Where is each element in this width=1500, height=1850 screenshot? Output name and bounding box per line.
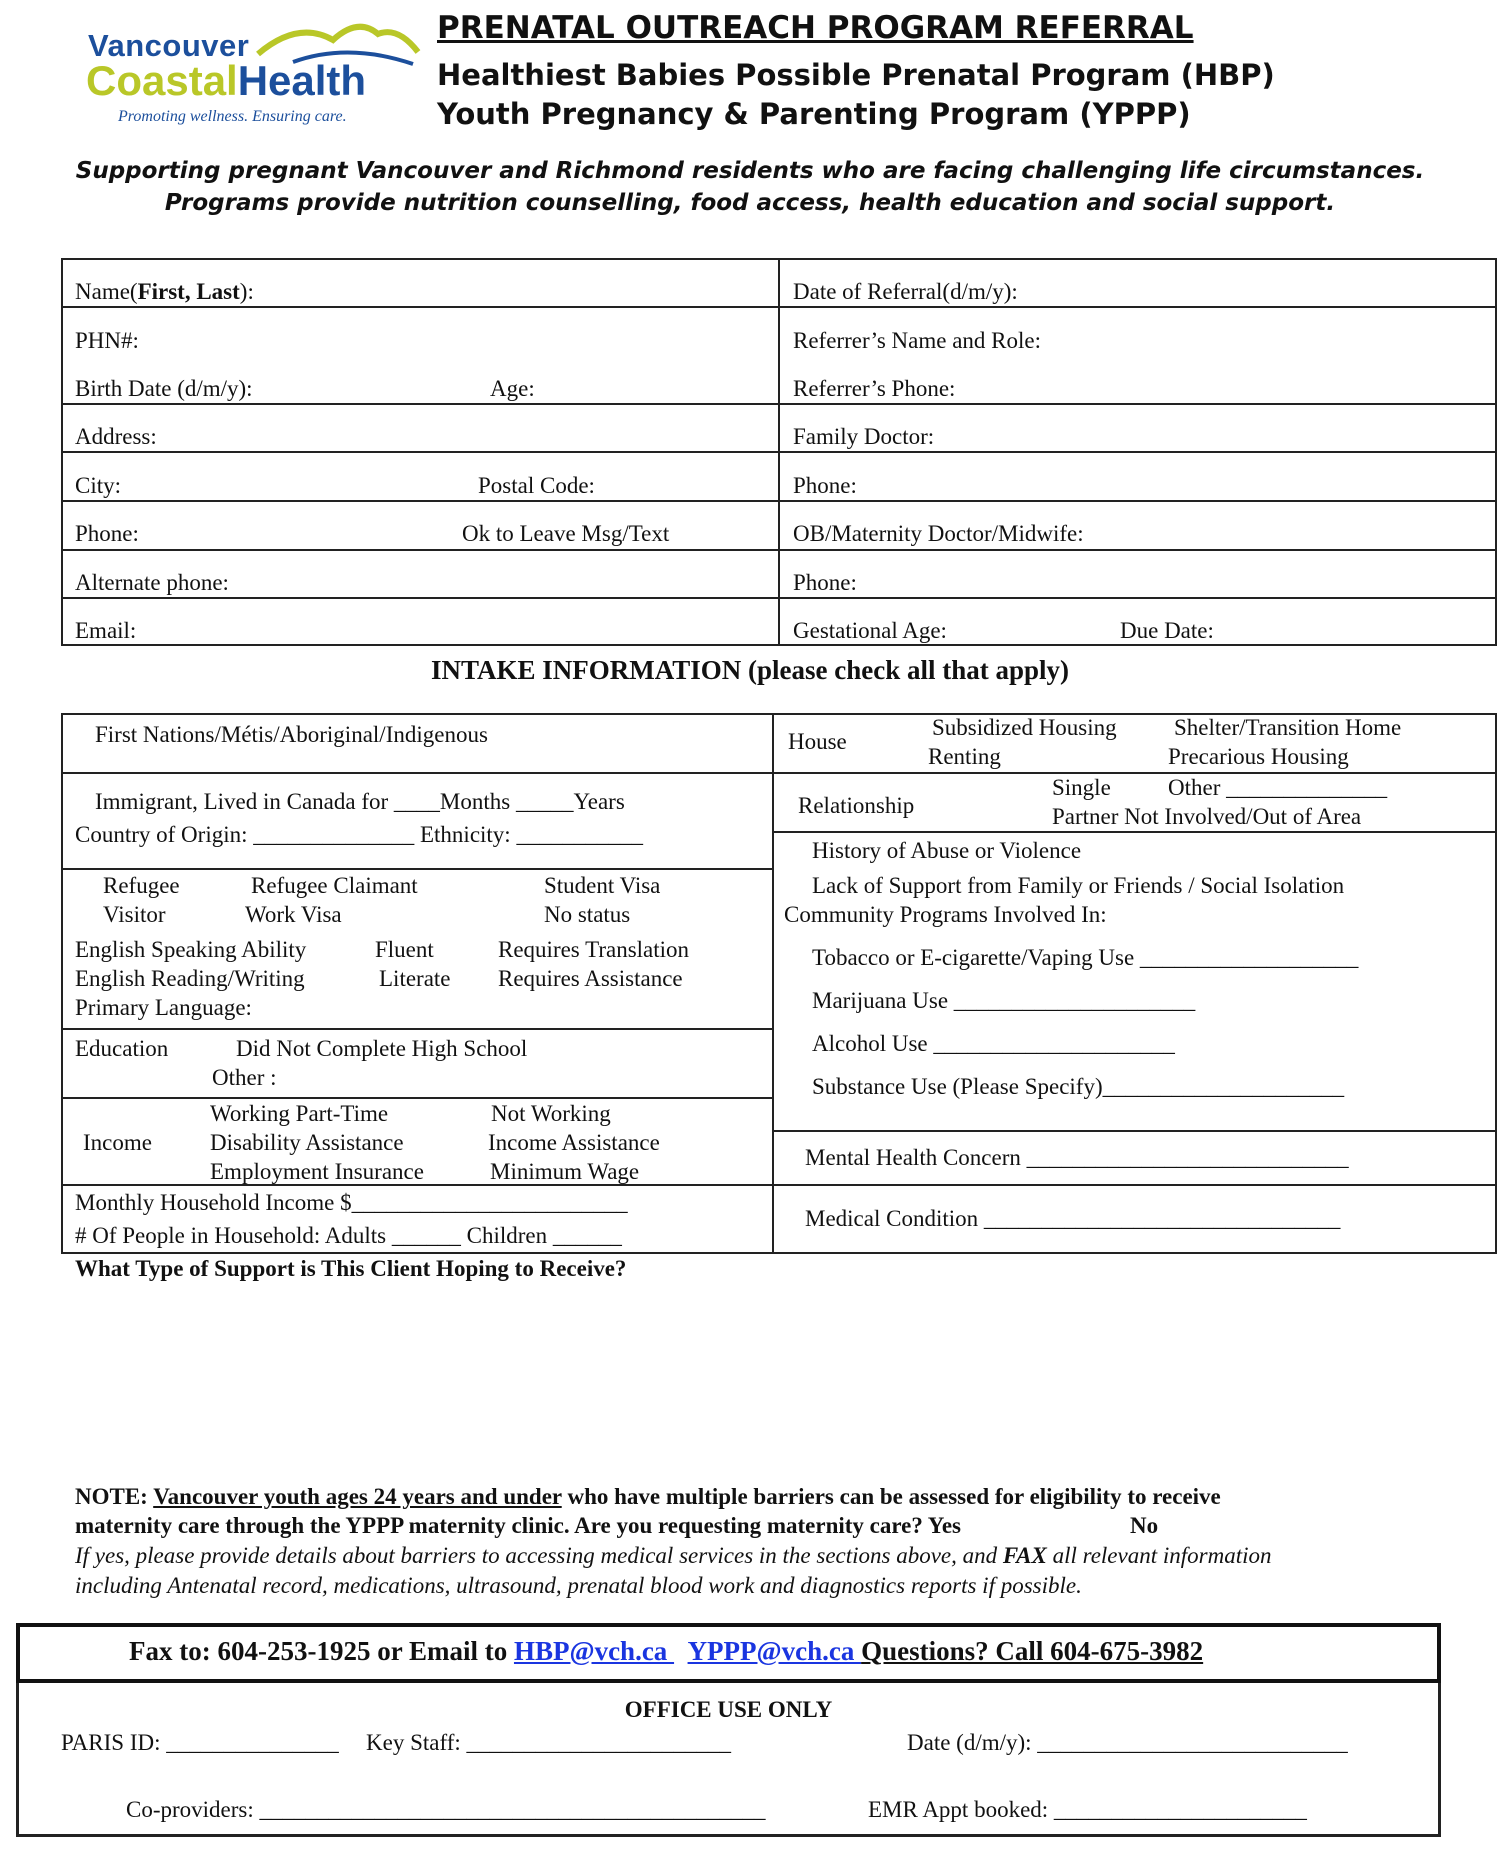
fax-text: Fax to: 604-253-1925 or Email to: [129, 1636, 514, 1666]
note-label: NOTE:: [75, 1484, 154, 1509]
tobacco-field[interactable]: Tobacco or E-cigarette/Vaping Use ___________________: [812, 945, 1359, 970]
doctor-phone-field[interactable]: Phone:: [793, 473, 857, 498]
primary-language-field[interactable]: Primary Language:: [75, 995, 252, 1020]
abuse-checkbox[interactable]: History of Abuse or Violence: [812, 838, 1082, 863]
mental-health-field[interactable]: Mental Health Concern ____________________________: [805, 1145, 1349, 1170]
name-label-bold: First, Last: [137, 279, 240, 304]
community-programs-field[interactable]: Community Programs Involved In:: [784, 902, 1107, 927]
hbp-email-link[interactable]: HBP@vch.ca: [513, 1636, 675, 1666]
office-date-field[interactable]: Date (d/m/y): ___________________________: [907, 1730, 1348, 1755]
medical-condition-field[interactable]: Medical Condition _______________________________: [805, 1206, 1341, 1231]
program-yppp: Youth Pregnancy & Parenting Program (YPPP): [437, 97, 1191, 131]
renting-checkbox[interactable]: Renting: [928, 744, 1001, 769]
marijuana-field[interactable]: Marijuana Use _____________________: [812, 988, 1196, 1013]
paris-id-field[interactable]: PARIS ID: _______________: [61, 1730, 339, 1755]
note-rest: who have multiple barriers can be assessed for eligibility to receive: [561, 1484, 1221, 1509]
row-line: [61, 597, 1497, 599]
row-line: [61, 403, 1497, 405]
questions-phone: Questions? Call 604-675-3982: [861, 1636, 1204, 1666]
indigenous-checkbox[interactable]: First Nations/Métis/Aboriginal/Indigenous: [95, 722, 488, 747]
row-line: [61, 500, 1497, 502]
tagline-line1: Supporting pregnant Vancouver and Richmond residents who are facing challenging life circumstances.: [75, 158, 1425, 184]
referrer-name-field[interactable]: Referrer’s Name and Role:: [793, 328, 1042, 353]
monthly-income-field[interactable]: Monthly Household Income $________________________: [75, 1190, 628, 1215]
people-household-field[interactable]: # Of People in Household: Adults ______ Children ______: [75, 1223, 622, 1248]
logo-coastal-health: [86, 57, 366, 105]
vch-logo: [88, 12, 388, 127]
birth-date-field[interactable]: Birth Date (d/m/y):: [75, 376, 253, 401]
logo-coastal: Coastal: [86, 57, 238, 104]
key-staff-field[interactable]: Key Staff: _______________________: [366, 1730, 732, 1755]
name-label: Name(: [75, 279, 138, 304]
work-visa-checkbox[interactable]: Work Visa: [245, 902, 342, 927]
name-label-end: ):: [239, 279, 254, 304]
alcohol-field[interactable]: Alcohol Use _____________________: [812, 1031, 1175, 1056]
substance-field[interactable]: Substance Use (Please Specify)_____________________: [812, 1074, 1345, 1099]
row-line: [61, 549, 1497, 551]
ob-midwife-field[interactable]: OB/Maternity Doctor/Midwife:: [793, 521, 1084, 546]
row-line: [772, 772, 1497, 774]
single-checkbox[interactable]: Single: [1052, 775, 1111, 800]
support-question: What Type of Support is This Client Hoping to Receive?: [75, 1256, 627, 1281]
country-ethnicity-field[interactable]: Country of Origin: ______________ Ethnicity: ___________: [75, 822, 643, 847]
relationship-other-field[interactable]: Other ______________: [1168, 775, 1388, 800]
english-speaking-label: English Speaking Ability: [75, 937, 307, 962]
emr-appt-field[interactable]: EMR Appt booked: ______________________: [868, 1797, 1307, 1822]
address-field[interactable]: Address:: [75, 424, 157, 449]
age-field[interactable]: Age:: [490, 376, 535, 401]
requires-translation-checkbox[interactable]: Requires Translation: [498, 937, 690, 962]
row-line: [61, 772, 773, 774]
row-line: [772, 1184, 1497, 1186]
support-answer-area[interactable]: [75, 1290, 1475, 1460]
row-line: [61, 306, 1497, 308]
relationship-label: Relationship: [798, 793, 915, 818]
logo-tagline: Promoting wellness. Ensuring care.: [118, 108, 347, 125]
ok-msg-checkbox[interactable]: Ok to Leave Msg/Text: [462, 521, 670, 546]
note-line2: maternity care through the YPPP maternity clinic. Are you requesting maternity care? Yes: [75, 1513, 961, 1538]
requires-assistance-checkbox[interactable]: Requires Assistance: [498, 966, 683, 991]
row-line: [61, 1028, 773, 1030]
form-title: PRENATAL OUTREACH PROGRAM REFERRAL: [437, 10, 1194, 46]
gestational-age-field[interactable]: Gestational Age:: [793, 618, 947, 643]
immigrant-field[interactable]: Immigrant, Lived in Canada for ____Months _____Years: [95, 789, 625, 814]
co-providers-field[interactable]: Co-providers: ____________________________________________: [126, 1797, 766, 1822]
note-italic-b: all relevant information: [1046, 1543, 1272, 1568]
intake-heading: INTAKE INFORMATION (please check all that apply): [430, 655, 1069, 685]
row-line: [61, 451, 1497, 453]
referral-date-field[interactable]: Date of Referral(d/m/y):: [793, 279, 1018, 304]
logo-vancouver: Vancouver: [88, 28, 250, 63]
income-label: Income: [83, 1130, 152, 1155]
note-underlined: Vancouver youth ages 24 years and under: [153, 1484, 562, 1509]
logo-health: Health: [237, 57, 367, 104]
no-status-checkbox[interactable]: No status: [544, 902, 631, 927]
row-line: [772, 831, 1497, 833]
maternity-no-checkbox[interactable]: No: [1130, 1513, 1159, 1538]
yppp-email-link[interactable]: YPPP@vch.ca: [687, 1636, 862, 1666]
postal-code-field[interactable]: Postal Code:: [478, 473, 595, 498]
partner-not-involved-checkbox[interactable]: Partner Not Involved/Out of Area: [1052, 804, 1362, 829]
not-working-checkbox[interactable]: Not Working: [491, 1101, 611, 1126]
visitor-checkbox[interactable]: Visitor: [103, 902, 166, 927]
house-label: House: [788, 729, 847, 754]
referrer-phone-field[interactable]: Referrer’s Phone:: [793, 376, 956, 401]
city-field[interactable]: City:: [75, 473, 122, 498]
working-part-time-checkbox[interactable]: Working Part-Time: [210, 1101, 389, 1126]
precarious-housing-checkbox[interactable]: Precarious Housing: [1168, 744, 1349, 769]
note-italic-line2: including Antenatal record, medications, ultrasound, prenatal blood work and diagnostics reports if possible.: [75, 1573, 1082, 1598]
disability-checkbox[interactable]: Disability Assistance: [210, 1130, 404, 1155]
row-line: [772, 1130, 1497, 1132]
intake-divider: [772, 713, 774, 1254]
family-doctor-field[interactable]: Family Doctor:: [793, 424, 935, 449]
phn-field[interactable]: PHN#:: [75, 328, 139, 353]
literate-checkbox[interactable]: Literate: [379, 966, 451, 991]
due-date-field[interactable]: Due Date:: [1120, 618, 1214, 643]
note-fax-word: FAX: [1002, 1543, 1047, 1568]
note-line1: [75, 1484, 1221, 1510]
ob-phone-field[interactable]: Phone:: [793, 570, 857, 595]
phone-field[interactable]: Phone:: [75, 521, 139, 546]
office-use-heading: OFFICE USE ONLY: [624, 1697, 833, 1722]
did-not-complete-checkbox[interactable]: Did Not Complete High School: [236, 1036, 528, 1061]
contact-line: [129, 1636, 1203, 1667]
row-line: [61, 868, 773, 870]
lack-support-checkbox[interactable]: Lack of Support from Family or Friends / Social Isolation: [812, 873, 1345, 898]
subsidized-housing-checkbox[interactable]: Subsidized Housing: [932, 715, 1117, 740]
minimum-wage-checkbox[interactable]: Minimum Wage: [490, 1159, 640, 1184]
name-field[interactable]: [75, 279, 254, 305]
row-line: [61, 1097, 773, 1099]
student-visa-checkbox[interactable]: Student Visa: [544, 873, 661, 898]
alt-phone-field[interactable]: Alternate phone:: [75, 570, 229, 595]
income-assistance-checkbox[interactable]: Income Assistance: [488, 1130, 660, 1155]
employment-insurance-checkbox[interactable]: Employment Insurance: [210, 1159, 424, 1184]
refugee-checkbox[interactable]: Refugee: [103, 873, 180, 898]
note-italic-a: If yes, please provide details about barriers to accessing medical services in the sections above, and: [75, 1543, 1003, 1568]
shelter-checkbox[interactable]: Shelter/Transition Home: [1174, 715, 1402, 740]
program-hbp: Healthiest Babies Possible Prenatal Program (HBP): [437, 58, 1275, 92]
email-field[interactable]: Email:: [75, 618, 137, 643]
english-reading-label: English Reading/Writing: [75, 966, 305, 991]
refugee-claimant-checkbox[interactable]: Refugee Claimant: [251, 873, 418, 898]
fluent-checkbox[interactable]: Fluent: [375, 937, 434, 962]
education-other-field[interactable]: Other :: [212, 1065, 277, 1090]
note-italic-line1: [75, 1543, 1271, 1569]
education-label: Education: [75, 1036, 169, 1061]
tagline-line2: Programs provide nutrition counselling, food access, health education and social support.: [164, 190, 1336, 216]
